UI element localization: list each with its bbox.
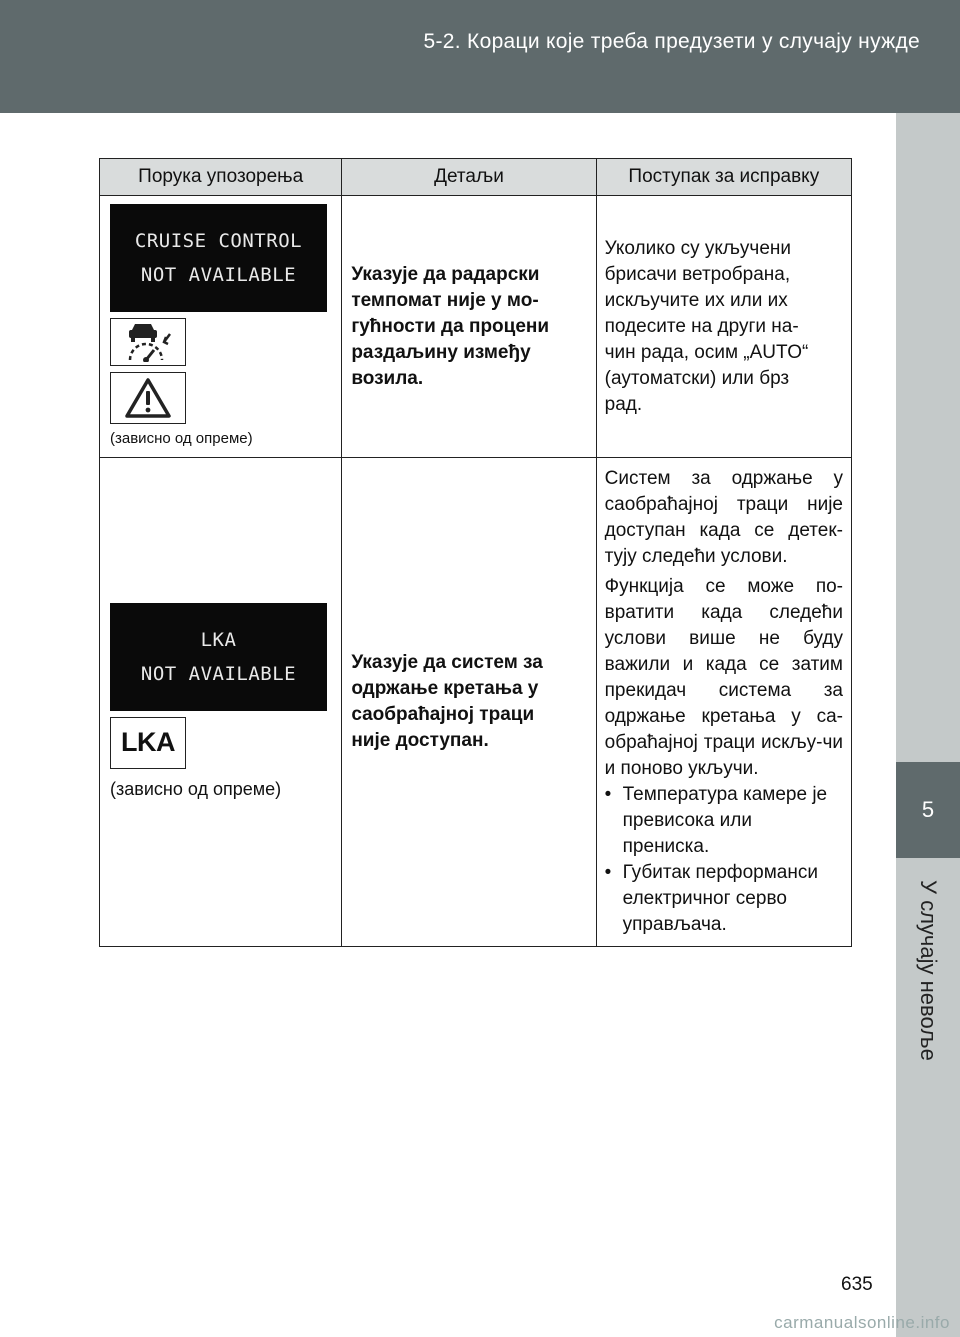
table-header-row [100,159,852,196]
display-screen [110,204,327,312]
details-line: одржање кретања у [351,678,539,699]
correction-line: брисачи ветробрана, [604,264,791,285]
header-warning-message: Порука упозорења [100,159,342,196]
table-row [100,458,852,947]
warning-triangle-icon-svg [123,376,173,420]
warning-table [99,158,852,947]
radar-cruise-icon-svg [118,322,178,362]
details-line: саобраћајној траци [351,704,535,725]
details-cell [342,196,596,458]
watermark: carmanualsonline.info [774,1313,950,1332]
page-number: 635 [841,1274,873,1295]
correction-line: Уколико су укључени [604,238,791,259]
header-correction: Поступак за исправку [596,159,851,196]
display-line: CRUISE CONTROL [134,230,303,252]
warning-triangle-icon [110,372,186,424]
condition-list [605,782,843,938]
correction-line: (аутоматски) или брз [604,368,790,389]
details-line: Указује да радарски [351,263,540,285]
side-tab [896,113,960,1337]
display-line: LKA [200,628,237,651]
correction-line: подесите на други на- [604,316,799,337]
details-line: Указује да систем за [351,652,543,673]
correction-line: искључите их или их [604,290,788,311]
correction-paragraph: Функција се може по-вратити када следећи услови више не буду важили и када се затим прекидач система за одржање кретања у са-обраћајној траци искљу-чи и поново укључи. [604,576,843,779]
details-line: није доступан. [351,730,489,751]
details-line: темпомат није у мо- [351,289,539,311]
display-screen [110,603,327,711]
correction-line: рад. [604,394,643,415]
lka-icon: LKA [110,717,186,769]
details-cell [342,458,596,947]
list-item: • Губитак перформанси електричног серво управљача. [623,860,843,938]
correction-cell [596,196,851,458]
correction-paragraph: Систем за одржање у саобраћајној траци није доступан када се детек-тују следећи услови. [604,468,843,567]
correction-line: чин рада, осим „AUTO“ [604,342,809,363]
correction-cell [596,458,851,947]
display-line: NOT AVAILABLE [140,264,297,286]
equipment-note: (зависно од опреме) [110,778,282,799]
equipment-note: (зависно од опреме) [110,430,253,447]
display-line: NOT AVAILABLE [140,662,297,685]
table-row [100,196,852,458]
section-title: 5-2. Кораци које треба предузети у случају нужде [423,30,920,53]
warning-cell [100,196,342,458]
radar-cruise-icon [110,318,186,366]
warning-cell [100,458,342,947]
details-line: возила. [351,367,424,389]
chapter-label-container [896,870,960,1070]
details-line: гућности да процени [351,315,550,337]
chapter-number: 5 [896,762,960,858]
chapter-label: У случају невоље [916,879,941,1061]
header-details: Детаљи [342,159,596,196]
list-item: • Температура камере је превисока или прениска. [623,782,843,860]
header-bar [0,0,960,113]
details-line: раздаљину између [351,341,531,363]
